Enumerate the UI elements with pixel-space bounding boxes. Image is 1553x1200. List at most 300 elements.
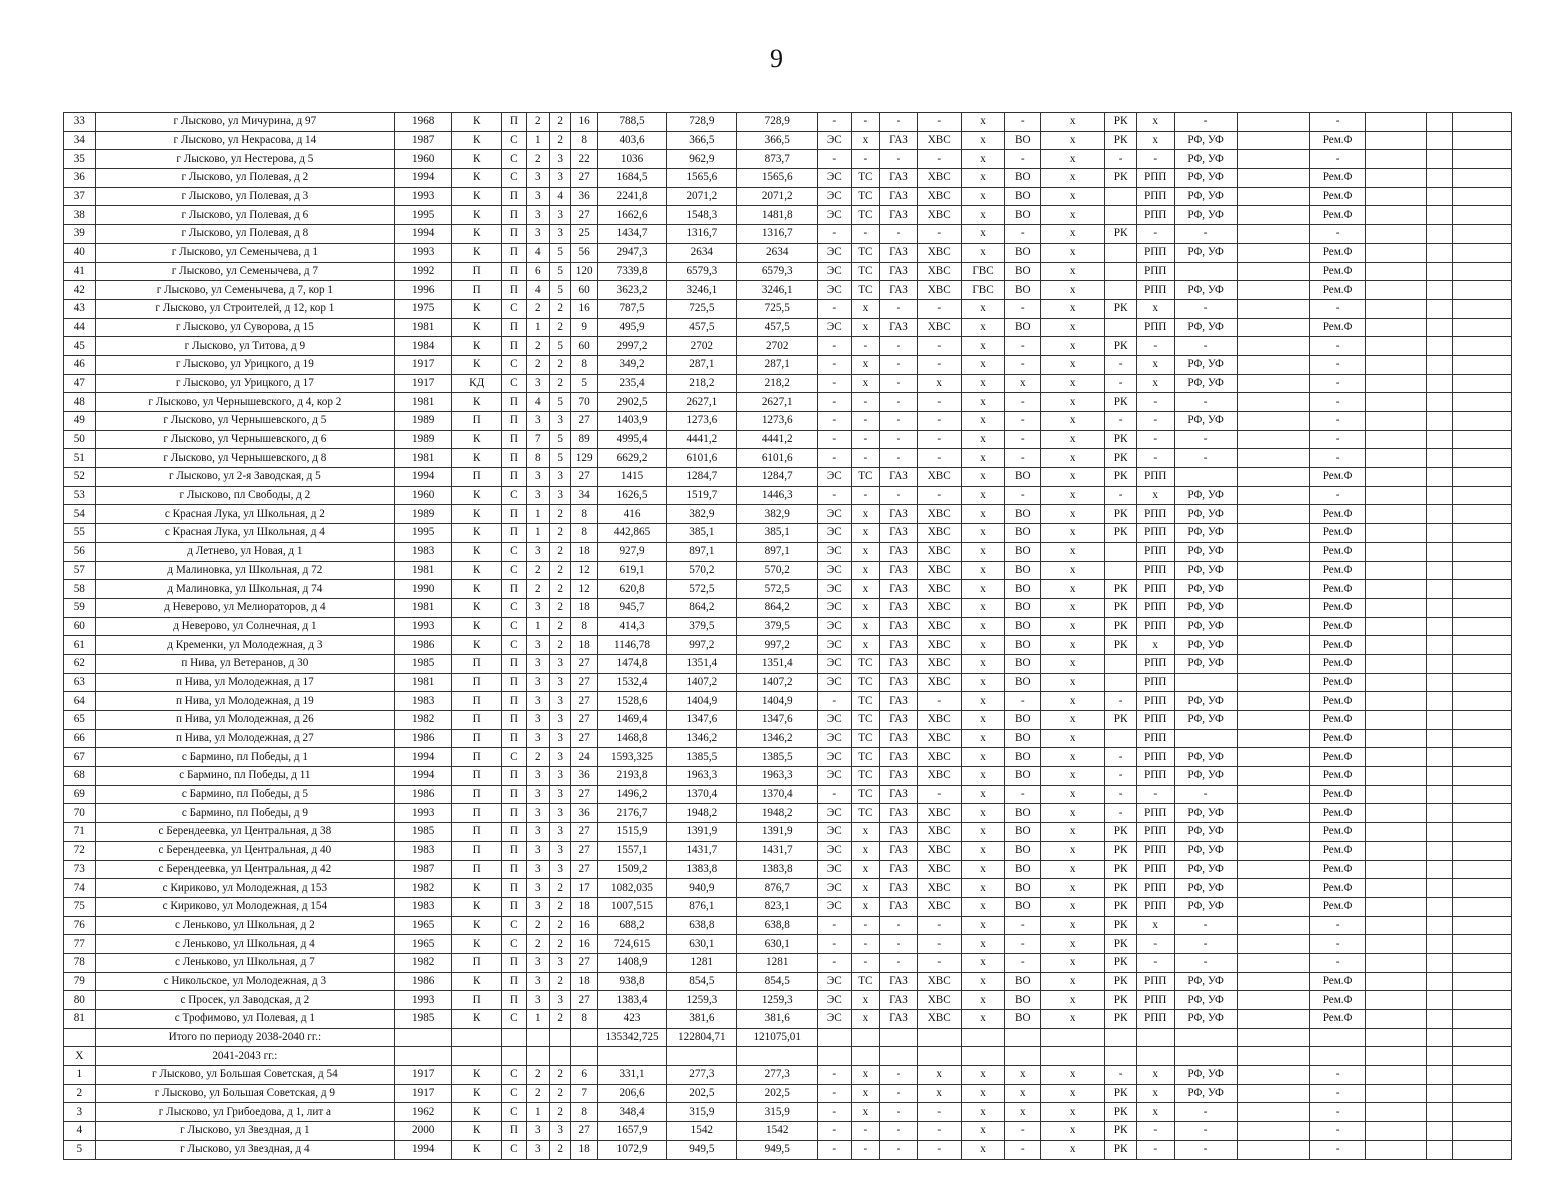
table-cell — [1427, 468, 1452, 487]
table-cell: г Лысково, ул Строителей, д 12, кор 1 — [95, 299, 395, 318]
table-cell — [1452, 1028, 1511, 1047]
table-cell: 2 — [550, 374, 571, 393]
table-cell — [1427, 430, 1452, 449]
table-cell: 1146,78 — [597, 636, 666, 655]
table-cell: ЭС — [817, 524, 851, 543]
table-cell: Рем.Ф — [1310, 505, 1366, 524]
table-cell: 69 — [64, 785, 96, 804]
table-cell: х — [1041, 711, 1105, 730]
table-cell: 277,3 — [667, 1066, 737, 1085]
table-cell: РФ, УФ — [1174, 692, 1237, 711]
table-cell — [1427, 841, 1452, 860]
table-cell — [1041, 1047, 1105, 1066]
table-cell: П — [502, 449, 526, 468]
table-cell — [1237, 748, 1309, 767]
table-row — [64, 1010, 1512, 1029]
table-cell: 4 — [64, 1122, 96, 1141]
table-cell — [1174, 468, 1237, 487]
table-cell: 18 — [571, 897, 597, 916]
table-cell: РПП — [1136, 972, 1174, 991]
table-cell — [1237, 430, 1309, 449]
table-cell: П — [502, 692, 526, 711]
table-cell: С — [502, 935, 526, 954]
table-cell: Рем.Ф — [1310, 823, 1366, 842]
table-cell: 37 — [64, 187, 96, 206]
table-cell: 8 — [526, 449, 549, 468]
table-cell — [667, 1047, 737, 1066]
table-cell — [1452, 169, 1511, 188]
table-cell: К — [452, 187, 502, 206]
table-cell: 70 — [571, 393, 597, 412]
table-cell: РФ, УФ — [1174, 636, 1237, 655]
table-row — [64, 150, 1512, 169]
table-cell: х — [961, 916, 1005, 935]
table-cell — [1427, 169, 1452, 188]
table-cell: П — [452, 748, 502, 767]
table-cell: х — [1041, 206, 1105, 225]
table-cell: х — [1041, 860, 1105, 879]
table-cell: ТС — [851, 673, 880, 692]
table-cell — [1452, 374, 1511, 393]
table-cell: х — [961, 804, 1005, 823]
table-cell: х — [1041, 748, 1105, 767]
table-cell — [1366, 654, 1427, 673]
table-cell: 897,1 — [737, 542, 818, 561]
table-cell: ГАЗ — [880, 206, 918, 225]
table-cell: С — [502, 374, 526, 393]
table-cell — [1366, 337, 1427, 356]
table-cell: П — [452, 991, 502, 1010]
table-cell: РПП — [1136, 991, 1174, 1010]
table-cell — [1237, 916, 1309, 935]
table-cell — [1452, 113, 1511, 132]
table-cell — [1105, 673, 1137, 692]
table-cell: ГАЗ — [880, 841, 918, 860]
table-cell: РК — [1105, 169, 1137, 188]
table-cell — [1105, 1028, 1137, 1047]
table-cell: ТС — [851, 281, 880, 300]
table-cell: х — [961, 711, 1005, 730]
table-cell — [571, 1028, 597, 1047]
table-cell: П — [452, 468, 502, 487]
table-cell: П — [452, 953, 502, 972]
table-cell — [1427, 225, 1452, 244]
table-cell: 2 — [550, 542, 571, 561]
table-cell — [1366, 1066, 1427, 1085]
table-cell: с Бармино, пл Победы, д 9 — [95, 804, 395, 823]
table-cell: 1404,9 — [667, 692, 737, 711]
table-row — [64, 804, 1512, 823]
table-cell: 2702 — [667, 337, 737, 356]
table-cell: 1 — [526, 131, 549, 150]
table-cell: К — [452, 243, 502, 262]
table-cell: х — [1041, 187, 1105, 206]
table-cell: 938,8 — [597, 972, 666, 991]
table-cell: С — [502, 355, 526, 374]
table-cell: г Лысково, пл Свободы, д 2 — [95, 486, 395, 505]
table-cell: - — [1174, 1122, 1237, 1141]
table-cell: - — [1136, 337, 1174, 356]
table-cell: ХВС — [917, 580, 961, 599]
table-cell: х — [961, 412, 1005, 431]
table-cell: г Лысково, ул Некрасова, д 14 — [95, 131, 395, 150]
table-cell: 120 — [571, 262, 597, 281]
table-row — [64, 113, 1512, 132]
table-cell — [1452, 243, 1511, 262]
table-cell: х — [1136, 113, 1174, 132]
table-cell — [1427, 318, 1452, 337]
table-cell — [1427, 598, 1452, 617]
table-cell: с Берендеевка, ул Центральная, д 40 — [95, 841, 395, 860]
table-cell: 1994 — [395, 468, 452, 487]
table-cell — [1427, 580, 1452, 599]
table-cell: х — [961, 953, 1005, 972]
table-cell: ВО — [1005, 711, 1041, 730]
table-cell: 1981 — [395, 673, 452, 692]
table-row — [64, 767, 1512, 786]
table-cell: РФ, УФ — [1174, 748, 1237, 767]
table-cell: РК — [1105, 935, 1137, 954]
table-cell: 129 — [571, 449, 597, 468]
table-cell: с Бармино, пл Победы, д 1 — [95, 748, 395, 767]
table-cell: - — [880, 374, 918, 393]
table-body — [64, 113, 1512, 1160]
table-cell: П — [502, 767, 526, 786]
table-cell: 3 — [526, 169, 549, 188]
table-cell: ГАЗ — [880, 654, 918, 673]
table-cell: Рем.Ф — [1310, 972, 1366, 991]
table-cell: РФ, УФ — [1174, 206, 1237, 225]
table-cell: ЭС — [817, 468, 851, 487]
table-cell: ЭС — [817, 972, 851, 991]
table-cell: РФ, УФ — [1174, 711, 1237, 730]
table-cell: 27 — [571, 841, 597, 860]
table-cell: 67 — [64, 748, 96, 767]
table-cell — [1237, 1084, 1309, 1103]
table-cell: 6579,3 — [737, 262, 818, 281]
table-cell: ХВС — [917, 654, 961, 673]
table-cell: х — [1136, 486, 1174, 505]
table-cell: РФ, УФ — [1174, 617, 1237, 636]
table-cell: 1351,4 — [737, 654, 818, 673]
table-cell: ГАЗ — [880, 318, 918, 337]
table-cell: х — [961, 542, 1005, 561]
table-cell: - — [1310, 225, 1366, 244]
table-cell: х — [851, 505, 880, 524]
table-cell: 27 — [571, 711, 597, 730]
table-cell: 1981 — [395, 598, 452, 617]
table-cell: х — [1041, 580, 1105, 599]
table-cell: П — [502, 430, 526, 449]
table-cell: 2 — [526, 1066, 549, 1085]
table-cell: 3 — [550, 412, 571, 431]
table-cell: - — [1005, 486, 1041, 505]
table-cell — [1452, 1140, 1511, 1159]
table-cell: - — [1136, 953, 1174, 972]
table-cell: ВО — [1005, 206, 1041, 225]
table-cell: 202,5 — [737, 1084, 818, 1103]
table-cell: Рем.Ф — [1310, 636, 1366, 655]
table-cell: 218,2 — [667, 374, 737, 393]
table-cell — [1452, 486, 1511, 505]
table-cell: РК — [1105, 711, 1137, 730]
table-cell: д Летнево, ул Новая, д 1 — [95, 542, 395, 561]
table-cell: 6579,3 — [667, 262, 737, 281]
table-cell: 70 — [64, 804, 96, 823]
table-cell: х — [961, 580, 1005, 599]
table-cell — [1366, 972, 1427, 991]
table-cell — [1427, 1010, 1452, 1029]
table-cell: - — [1136, 430, 1174, 449]
table-cell: РФ, УФ — [1174, 823, 1237, 842]
table-cell: П — [502, 281, 526, 300]
table-cell: Рем.Ф — [1310, 879, 1366, 898]
table-cell: 3 — [526, 206, 549, 225]
table-cell — [1427, 1084, 1452, 1103]
table-cell: 1983 — [395, 841, 452, 860]
table-cell: РПП — [1136, 823, 1174, 842]
table-cell: ГАЗ — [880, 1010, 918, 1029]
table-cell: ГАЗ — [880, 187, 918, 206]
table-cell — [1452, 1047, 1511, 1066]
table-cell: 1982 — [395, 879, 452, 898]
table-cell — [1237, 187, 1309, 206]
table-cell — [1427, 150, 1452, 169]
table-cell: ВО — [1005, 131, 1041, 150]
table-cell: - — [1005, 916, 1041, 935]
table-cell: 3 — [550, 225, 571, 244]
table-cell: П — [502, 879, 526, 898]
table-cell: 864,2 — [667, 598, 737, 617]
table-cell: х — [851, 542, 880, 561]
table-cell — [1366, 393, 1427, 412]
housing-register-table — [63, 112, 1512, 1160]
table-cell: 2 — [550, 1084, 571, 1103]
table-cell: 16 — [571, 916, 597, 935]
table-cell: ЭС — [817, 767, 851, 786]
table-row — [64, 991, 1512, 1010]
table-row — [64, 225, 1512, 244]
table-cell: - — [1174, 225, 1237, 244]
table-cell: 5 — [550, 281, 571, 300]
table-cell: С — [502, 150, 526, 169]
table-cell: РК — [1105, 841, 1137, 860]
table-cell: РК — [1105, 860, 1137, 879]
table-cell — [1427, 374, 1452, 393]
table-cell: 4 — [526, 281, 549, 300]
table-cell: 1994 — [395, 169, 452, 188]
table-cell — [1366, 953, 1427, 972]
table-cell — [526, 1028, 549, 1047]
table-cell: 3 — [550, 953, 571, 972]
table-cell: ВО — [1005, 505, 1041, 524]
table-cell: г Лысково, ул Семенычева, д 1 — [95, 243, 395, 262]
table-cell — [550, 1028, 571, 1047]
table-cell: 89 — [571, 430, 597, 449]
table-cell: ЭС — [817, 318, 851, 337]
table-cell: п Нива, ул Ветеранов, д 30 — [95, 654, 395, 673]
table-cell: 1542 — [667, 1122, 737, 1141]
table-cell: х — [851, 598, 880, 617]
table-cell — [1427, 187, 1452, 206]
table-cell: 3 — [550, 767, 571, 786]
table-cell: РК — [1105, 1122, 1137, 1141]
table-cell: 48 — [64, 393, 96, 412]
table-cell: х — [917, 1084, 961, 1103]
table-cell: С — [502, 1084, 526, 1103]
table-row — [64, 318, 1512, 337]
table-cell: х — [1041, 1122, 1105, 1141]
table-cell: г Лысково, ул Полевая, д 6 — [95, 206, 395, 225]
table-cell — [1452, 711, 1511, 730]
table-cell: - — [817, 1103, 851, 1122]
table-cell — [1452, 823, 1511, 842]
table-cell: 1989 — [395, 412, 452, 431]
table-cell: 2902,5 — [597, 393, 666, 412]
table-cell: 8 — [571, 1103, 597, 1122]
table-cell: 1519,7 — [667, 486, 737, 505]
table-cell: К — [452, 505, 502, 524]
table-cell: - — [817, 486, 851, 505]
table-cell — [1041, 1028, 1105, 1047]
table-cell — [1237, 1066, 1309, 1085]
table-cell: ВО — [1005, 580, 1041, 599]
table-cell — [1105, 729, 1137, 748]
table-cell: - — [1005, 225, 1041, 244]
table-cell: х — [961, 1103, 1005, 1122]
table-cell: РПП — [1136, 711, 1174, 730]
table-cell: с Красная Лука, ул Школьная, д 2 — [95, 505, 395, 524]
table-row — [64, 916, 1512, 935]
table-cell: 3 — [526, 374, 549, 393]
table-cell: 34 — [571, 486, 597, 505]
table-cell: - — [1310, 486, 1366, 505]
table-cell — [961, 1028, 1005, 1047]
table-cell: ХВС — [917, 804, 961, 823]
table-cell — [1237, 580, 1309, 599]
table-cell: г Лысково, ул Урицкого, д 17 — [95, 374, 395, 393]
table-cell: 8 — [571, 1010, 597, 1029]
table-cell: Рем.Ф — [1310, 692, 1366, 711]
table-cell: д Кременки, ул Молодежная, д 3 — [95, 636, 395, 655]
table-cell: РФ, УФ — [1174, 524, 1237, 543]
table-cell — [1366, 767, 1427, 786]
table-cell: х — [1041, 262, 1105, 281]
table-cell: 60 — [571, 337, 597, 356]
table-cell: 1515,9 — [597, 823, 666, 842]
table-cell: х — [851, 636, 880, 655]
table-cell: - — [817, 916, 851, 935]
table-cell: ВО — [1005, 767, 1041, 786]
table-cell: ЭС — [817, 636, 851, 655]
table-cell — [1237, 337, 1309, 356]
table-cell: К — [452, 916, 502, 935]
table-cell: 3 — [526, 542, 549, 561]
table-cell: 3 — [526, 187, 549, 206]
table-row — [64, 1122, 1512, 1141]
table-cell: 38 — [64, 206, 96, 225]
table-cell: 1994 — [395, 1140, 452, 1159]
table-cell — [1237, 169, 1309, 188]
table-cell: - — [880, 486, 918, 505]
table-cell — [1237, 823, 1309, 842]
table-cell: - — [817, 1122, 851, 1141]
table-cell: 2 — [550, 1140, 571, 1159]
table-cell: - — [880, 225, 918, 244]
table-cell: РК — [1105, 879, 1137, 898]
table-cell: х — [1041, 131, 1105, 150]
table-cell: ВО — [1005, 991, 1041, 1010]
table-cell: 4441,2 — [667, 430, 737, 449]
table-cell: РПП — [1136, 580, 1174, 599]
table-cell: 1468,8 — [597, 729, 666, 748]
table-cell: ВО — [1005, 468, 1041, 487]
table-cell: ГАЗ — [880, 673, 918, 692]
table-cell — [452, 1047, 502, 1066]
table-cell — [1366, 187, 1427, 206]
table-cell — [1366, 150, 1427, 169]
table-row — [64, 374, 1512, 393]
table-cell: 385,1 — [667, 524, 737, 543]
table-cell: 1281 — [737, 953, 818, 972]
table-cell: 1917 — [395, 374, 452, 393]
table-cell: 3623,2 — [597, 281, 666, 300]
table-cell: РК — [1105, 113, 1137, 132]
table-cell: 16 — [571, 299, 597, 318]
table-cell: ХВС — [917, 598, 961, 617]
table-cell: X — [64, 1047, 96, 1066]
table-cell — [1366, 897, 1427, 916]
table-cell: 1 — [526, 318, 549, 337]
table-cell — [1237, 374, 1309, 393]
table-cell: - — [917, 449, 961, 468]
table-cell: К — [452, 935, 502, 954]
table-cell: 16 — [571, 113, 597, 132]
table-cell: 873,7 — [737, 150, 818, 169]
table-cell: - — [1174, 1140, 1237, 1159]
table-cell: - — [851, 393, 880, 412]
table-cell: 1993 — [395, 991, 452, 1010]
table-cell: х — [1041, 524, 1105, 543]
table-cell: ГАЗ — [880, 542, 918, 561]
table-cell: 3 — [550, 748, 571, 767]
table-cell: - — [1174, 337, 1237, 356]
table-cell: П — [452, 860, 502, 879]
table-cell: с Леньково, ул Школьная, д 4 — [95, 935, 395, 954]
table-cell — [1366, 1047, 1427, 1066]
table-cell: 3 — [550, 823, 571, 842]
table-cell: РФ, УФ — [1174, 654, 1237, 673]
table-cell: с Леньково, ул Школьная, д 7 — [95, 953, 395, 972]
table-cell: 1346,2 — [737, 729, 818, 748]
table-row — [64, 953, 1512, 972]
table-cell: д Малиновка, ул Школьная, д 74 — [95, 580, 395, 599]
table-cell: 3 — [526, 692, 549, 711]
table-row — [64, 131, 1512, 150]
table-cell: 2 — [64, 1084, 96, 1103]
table-cell: РК — [1105, 916, 1137, 935]
table-cell: - — [1310, 1122, 1366, 1141]
table-cell: 2627,1 — [737, 393, 818, 412]
table-cell: х — [1041, 617, 1105, 636]
table-cell — [1105, 187, 1137, 206]
table-cell: ВО — [1005, 729, 1041, 748]
table-cell: 3 — [526, 879, 549, 898]
table-cell: г Лысково, ул Полевая, д 8 — [95, 225, 395, 244]
table-cell: 3 — [526, 767, 549, 786]
table-cell — [880, 1028, 918, 1047]
table-cell: 2 — [550, 897, 571, 916]
